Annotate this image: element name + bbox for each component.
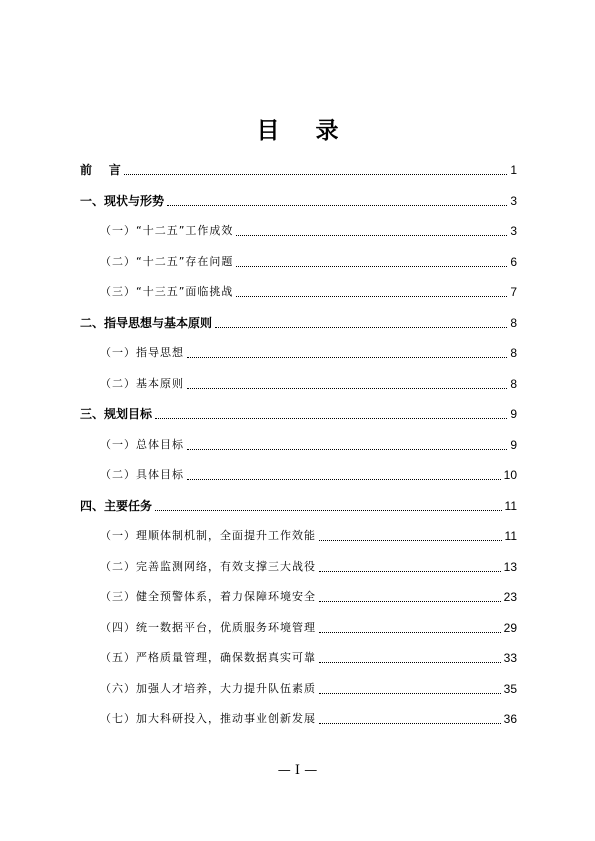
- toc-entry-label: 前 言: [80, 163, 121, 177]
- toc-section-entry[interactable]: [0, 587, 595, 605]
- toc-page-number: 8: [510, 376, 517, 391]
- toc-page-number: 33: [503, 651, 517, 665]
- toc-section-entry[interactable]: [0, 709, 595, 727]
- toc-leader-dots: [187, 478, 501, 480]
- toc-entry-label: （一）理顺体制机制，全面提升工作效能: [100, 529, 316, 542]
- toc-leader-dots: [215, 326, 507, 328]
- toc-page-number: 11: [504, 529, 517, 543]
- toc-leader-dots: [319, 570, 501, 572]
- toc-leader-dots: [236, 265, 507, 267]
- toc-chapter-entry[interactable]: [0, 404, 595, 422]
- toc-leader-dots: [319, 661, 501, 663]
- toc-leader-dots: [319, 539, 502, 541]
- toc-section-entry[interactable]: [0, 374, 595, 392]
- toc-page-number: 7: [510, 285, 517, 299]
- toc-section-entry[interactable]: [0, 252, 595, 270]
- toc-leader-dots: [236, 295, 507, 297]
- toc-entry-label: （二）具体目标: [100, 468, 184, 481]
- toc-page-number: 29: [503, 620, 517, 635]
- toc-leader-dots: [124, 173, 508, 175]
- toc-leader-dots: [187, 448, 507, 450]
- toc-page-number: 6: [510, 254, 517, 269]
- toc-page-number: 3: [510, 193, 517, 208]
- toc-entry-label: （三）健全预警体系，着力保障环境安全: [100, 590, 316, 603]
- toc-section-entry[interactable]: [0, 526, 595, 544]
- toc-chapter-entry[interactable]: [0, 191, 595, 209]
- toc-entry-label: （一）总体目标: [100, 437, 184, 451]
- toc-entry-label: （四）统一数据平台，优质服务环境管理: [100, 620, 316, 634]
- toc-section-entry[interactable]: [0, 282, 595, 300]
- toc-entry-label: （七）加大科研投入，推动事业创新发展: [100, 712, 316, 725]
- toc-leader-dots: [319, 722, 501, 724]
- toc-entry-label: （六）加强人才培养，大力提升队伍素质: [100, 681, 316, 695]
- page-footer: — I —: [277, 763, 318, 778]
- toc-page-number: 23: [503, 590, 517, 604]
- toc-leader-dots: [167, 204, 507, 206]
- toc-page-number: 13: [503, 559, 517, 574]
- toc-entry-label: 二、指导思想与基本原则: [80, 315, 213, 330]
- toc-page-number: 11: [504, 498, 517, 513]
- toc-section-entry[interactable]: [0, 648, 595, 666]
- toc-section-entry[interactable]: [0, 557, 595, 575]
- toc-page-number: 36: [503, 712, 517, 726]
- toc-entry-label: （二）基本原则: [100, 376, 184, 390]
- toc-leader-dots: [187, 356, 507, 358]
- toc-entry-label: （一）指导思想: [100, 346, 184, 359]
- toc-title: 目 录: [256, 118, 353, 144]
- toc-section-entry[interactable]: [0, 465, 595, 483]
- toc-chapter-entry[interactable]: [0, 496, 595, 514]
- toc-entry-label: （一）“十二五”工作成效: [100, 224, 234, 237]
- toc-page-number: 35: [503, 681, 517, 696]
- toc-leader-dots: [187, 387, 507, 389]
- toc-page-number: 8: [510, 315, 517, 330]
- toc-section-entry[interactable]: [0, 221, 595, 239]
- toc-page-number: 9: [510, 407, 517, 421]
- toc-page-number: 3: [510, 224, 517, 238]
- toc-leader-dots: [319, 692, 501, 694]
- toc-entry-label: （五）严格质量管理，确保数据真实可靠: [100, 651, 316, 664]
- toc-entry-label: （三）“十三五”面临挑战: [100, 285, 234, 298]
- toc-entry-label: （二）“十二五”存在问题: [100, 254, 234, 268]
- toc-leader-dots: [319, 631, 501, 633]
- toc-entry-label: （二）完善监测网络，有效支撑三大战役: [100, 559, 316, 573]
- toc-entry-label: 三、规划目标: [80, 407, 153, 421]
- toc-section-entry[interactable]: [0, 618, 595, 636]
- toc-leader-dots: [319, 600, 501, 602]
- toc-section-entry[interactable]: [0, 435, 595, 453]
- toc-chapter-entry[interactable]: [0, 160, 595, 178]
- toc-page-number: 1: [510, 163, 517, 177]
- toc-leader-dots: [236, 234, 507, 236]
- toc-section-entry[interactable]: [0, 343, 595, 361]
- toc-page-number: 9: [510, 437, 517, 452]
- toc-leader-dots: [155, 509, 502, 511]
- toc-page-number: 8: [510, 346, 517, 360]
- toc-leader-dots: [155, 417, 507, 419]
- toc-section-entry[interactable]: [0, 679, 595, 697]
- toc-page-number: 10: [503, 468, 517, 482]
- toc-entry-label: 一、现状与形势: [80, 193, 165, 208]
- toc-entry-label: 四、主要任务: [80, 498, 153, 513]
- toc-chapter-entry[interactable]: [0, 313, 595, 331]
